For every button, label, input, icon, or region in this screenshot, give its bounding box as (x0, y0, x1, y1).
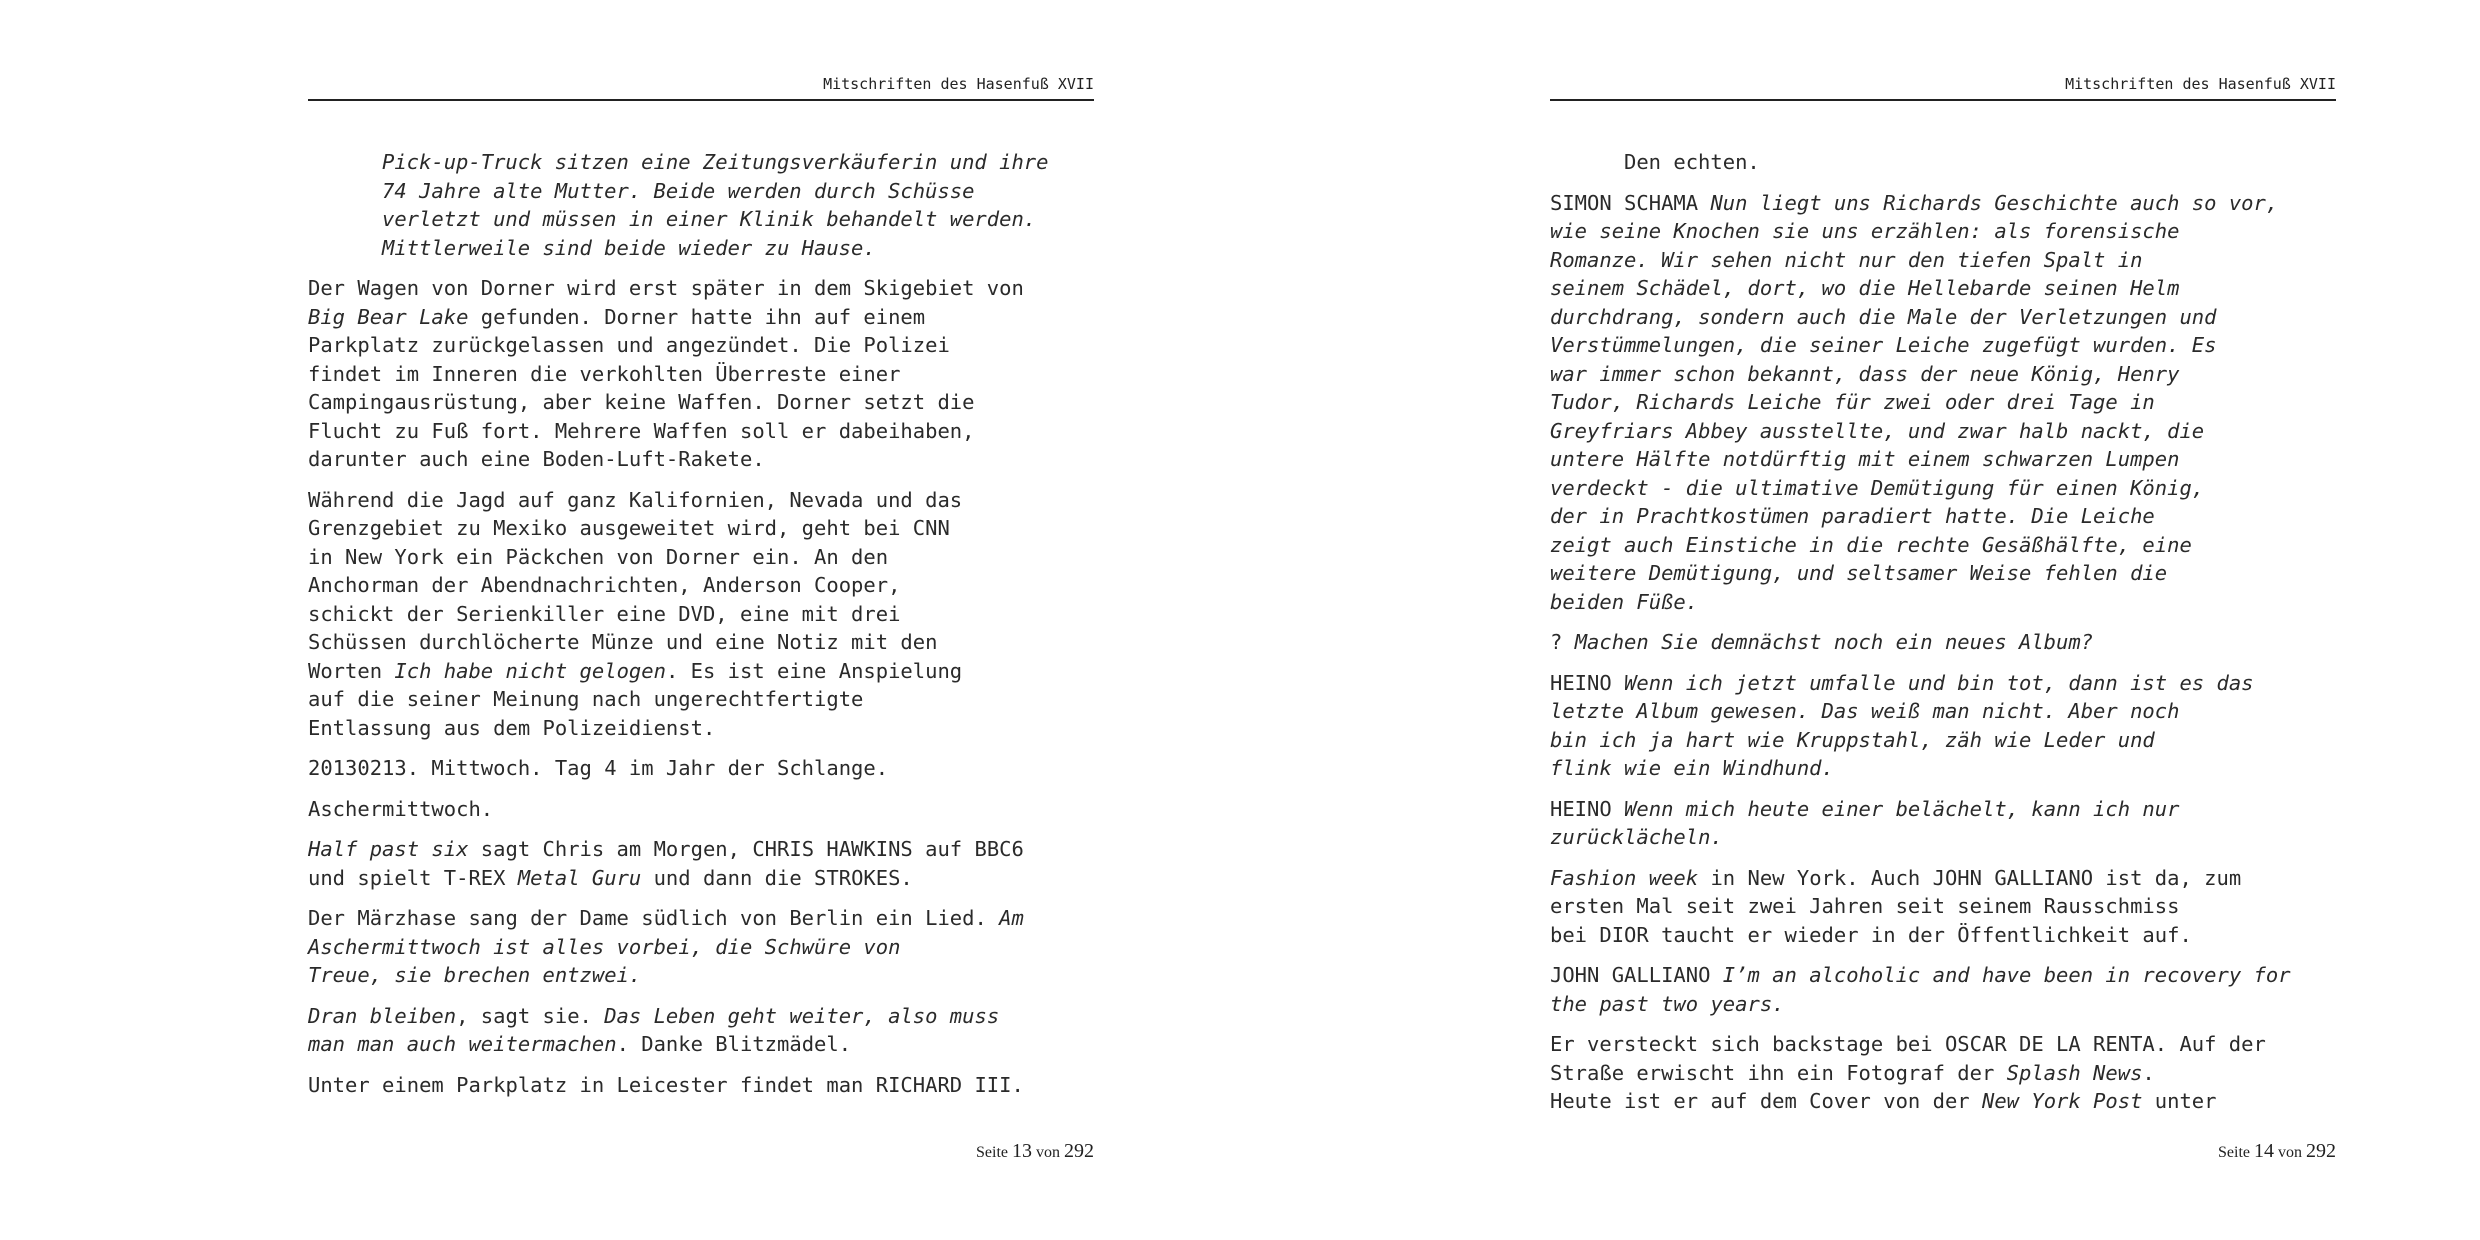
text-line (308, 514, 1094, 543)
text-line (1550, 502, 2336, 531)
text-segment: HEINO (1550, 796, 1625, 821)
italic-text: Romanze. Wir sehen nicht nur den tiefen Spalt in (1550, 247, 2143, 272)
text-segment: Unter einem Parkplatz in Leicester findet man RICHARD III. (308, 1072, 1024, 1097)
text-line (308, 571, 1094, 600)
footer-seite-label: Seite (2218, 1144, 2250, 1161)
text-segment: bei DIOR taucht er wieder in der Öffentlichkeit auf. (1550, 922, 2192, 947)
text-segment: Parkplatz zurückgelassen und angezündet. Die Polizei (308, 333, 950, 357)
text-line (1550, 669, 2336, 698)
paragraph (1550, 189, 2336, 617)
page-number: 14 (2254, 1140, 2274, 1162)
italic-text: Nun liegt uns Richards Geschichte auch so vor, (1710, 190, 2279, 215)
text-line (1550, 274, 2336, 303)
text-segment: SIMON SCHAMA (1550, 190, 1711, 215)
paragraph (308, 486, 1094, 743)
italic-text: zeigt auch Einstiche in die rechte Gesäßhälfte, eine (1550, 532, 2192, 557)
text-segment: JOHN GALLIANO (1550, 963, 1723, 987)
text-line (1550, 303, 2336, 332)
text-line (308, 388, 1094, 417)
text-segment: Der Märzhase sang der Dame südlich von Berlin ein Lied. (308, 906, 1000, 930)
italic-text: Greyfriars Abbey ausstellte, und zwar halb nackt, die (1550, 418, 2205, 443)
running-header: Mitschriften des Hasenfuß XVII (308, 75, 1094, 101)
page-number: 13 (1012, 1140, 1032, 1162)
italic-text: zurücklächeln. (1550, 825, 1723, 849)
text-segment: Er versteckt sich backstage bei OSCAR DE LA RENTA. Auf der (1550, 1032, 2266, 1056)
text-line (1550, 246, 2336, 275)
italic-text: Das Leben geht weiter, also muss (604, 1003, 1000, 1028)
text-line (308, 628, 1094, 657)
text-line (308, 904, 1094, 933)
text-line (308, 303, 1094, 332)
text-line (308, 331, 1094, 360)
italic-text: verletzt und müssen in einer Klinik behandelt werden. (382, 207, 1037, 231)
text-line (1550, 388, 2336, 417)
text-line (1550, 474, 2336, 503)
text-line (308, 360, 1094, 389)
text-segment: Der Wagen von Dorner wird erst später in dem Skigebiet von (308, 276, 1024, 300)
paragraph (308, 148, 1094, 262)
text-line (308, 1030, 1094, 1059)
italic-text: weitere Demütigung, und seltsamer Weise fehlen die (1550, 561, 2168, 585)
paragraph (308, 1002, 1094, 1059)
footer-von-label: von (2278, 1144, 2302, 1161)
text-line (1550, 726, 2336, 755)
page-footer (308, 1140, 1094, 1163)
text-segment: Grenzgebiet zu Mexiko ausgeweitet wird, geht bei CNN (308, 516, 950, 540)
text-segment: findet im Inneren die verkohlten Überreste einer (308, 361, 901, 386)
italic-text: Ich habe nicht gelogen (394, 658, 666, 683)
text-line (1550, 823, 2336, 852)
text-line (382, 205, 1094, 234)
text-line (1624, 148, 2336, 177)
paragraph (1550, 1030, 2336, 1116)
page-total: 292 (1064, 1140, 1094, 1162)
text-segment: Worten (308, 658, 395, 683)
text-segment: 20130213. Mittwoch. Tag 4 im Jahr der Schlange. (308, 756, 889, 780)
text-segment: , sagt sie. (456, 1003, 605, 1028)
italic-text: Pick-up-Truck sitzen eine Zeitungsverkäuferin und ihre (382, 150, 1049, 174)
page-footer (1550, 1140, 2336, 1163)
italic-text: Aschermittwoch ist alles vorbei, die Schwüre von (308, 934, 901, 959)
text-line (1550, 531, 2336, 560)
italic-text: war immer schon bekannt, dass der neue König, Henry (1550, 361, 2180, 386)
text-line (1550, 961, 2336, 990)
text-segment: . (2142, 1060, 2155, 1085)
italic-text: untere Hälfte notdürftig mit einem schwarzen Lumpen (1550, 447, 2180, 471)
page-total: 292 (2306, 1140, 2336, 1162)
text-line (382, 148, 1094, 177)
text-segment: gefunden. Dorner hatte ihn auf einem (468, 304, 926, 329)
italic-text: durchdrang, sondern auch die Male der Verletzungen und (1550, 304, 2217, 329)
italic-text: I’m an alcoholic and have been in recovery for (1722, 963, 2291, 987)
italic-text: Wenn mich heute einer belächelt, kann ich nur (1624, 796, 2180, 821)
text-line (1550, 628, 2336, 657)
text-line (1550, 892, 2336, 921)
paragraph (308, 795, 1094, 824)
text-line (1550, 795, 2336, 824)
text-segment: und spielt T-REX (308, 865, 518, 890)
text-line (1550, 417, 2336, 446)
italic-text: Dran bleiben (308, 1003, 457, 1028)
text-line (1550, 445, 2336, 474)
text-segment: und dann die STROKES. (641, 865, 913, 890)
text-segment: Schüssen durchlöcherte Münze und eine Notiz mit den (308, 630, 938, 654)
text-line (1550, 217, 2336, 246)
text-line (1550, 331, 2336, 360)
text-line (308, 754, 1094, 783)
text-line (1550, 360, 2336, 389)
italic-text: Tudor, Richards Leiche für zwei oder drei Tage in (1550, 390, 2155, 414)
text-line (1550, 1087, 2336, 1116)
text-line (382, 177, 1094, 206)
text-line (308, 1002, 1094, 1031)
italic-text: der in Prachtkostümen paradiert hatte. Die Leiche (1550, 504, 2155, 528)
text-line (382, 234, 1094, 263)
text-line (1550, 189, 2336, 218)
text-line (308, 933, 1094, 962)
italic-text: Big Bear Lake (308, 304, 469, 329)
text-line (308, 714, 1094, 743)
italic-text: wie seine Knochen sie uns erzählen: als forensische (1550, 219, 2180, 243)
italic-text: Treue, sie brechen entzwei. (308, 963, 642, 987)
italic-text: Wenn ich jetzt umfalle und bin tot, dann ist es das (1624, 670, 2254, 695)
text-segment: Während die Jagd auf ganz Kalifornien, Nevada und das (308, 487, 963, 512)
text-segment: in New York. Auch JOHN GALLIANO ist da, zum (1698, 865, 2242, 890)
italic-text: letzte Album gewesen. Das weiß man nicht. Aber noch (1550, 699, 2180, 723)
text-line (308, 795, 1094, 824)
text-segment: . Es ist eine Anspielung (665, 658, 963, 683)
italic-text: beiden Füße. (1550, 589, 1699, 614)
text-line (308, 600, 1094, 629)
paragraph (1550, 148, 2336, 177)
text-line (308, 657, 1094, 686)
italic-text: the past two years. (1550, 991, 1785, 1016)
paragraph (308, 754, 1094, 783)
text-line (1550, 990, 2336, 1019)
text-segment: . Danke Blitzmädel. (616, 1032, 852, 1056)
text-segment: Straße erwischt ihn ein Fotograf der (1550, 1060, 2007, 1085)
text-segment: Den echten. (1624, 150, 1760, 174)
text-segment: unter (2142, 1089, 2217, 1113)
footer-von-label: von (1036, 1144, 1060, 1161)
right-page (1550, 0, 2370, 1240)
page-body (1550, 148, 2336, 1128)
left-page (308, 0, 1128, 1240)
text-segment: sagt Chris am Morgen, CHRIS HAWKINS auf BBC6 (468, 837, 1024, 861)
text-line (308, 961, 1094, 990)
text-segment: darunter auch eine Boden-Luft-Rakete. (308, 447, 765, 471)
text-segment: Aschermittwoch. (308, 796, 494, 821)
text-segment: ? (1550, 630, 1575, 654)
text-segment: Anchorman der Abendnachrichten, Anderson Cooper, (308, 573, 901, 597)
text-line (1550, 1030, 2336, 1059)
text-segment: ersten Mal seit zwei Jahren seit seinem Rausschmiss (1550, 894, 2180, 918)
text-line (308, 1071, 1094, 1100)
text-line (1550, 754, 2336, 783)
page-body (308, 148, 1094, 1111)
text-line (308, 685, 1094, 714)
paragraph (1550, 864, 2336, 950)
italic-text: seinem Schädel, dort, wo die Hellebarde seinen Helm (1550, 276, 2180, 300)
paragraph (1550, 669, 2336, 783)
italic-text: Machen Sie demnächst noch ein neues Album? (1574, 630, 2094, 654)
text-segment: Campingausrüstung, aber keine Waffen. Dorner setzt die (308, 390, 975, 414)
text-segment: HEINO (1550, 670, 1625, 695)
footer-seite-label: Seite (976, 1144, 1008, 1161)
italic-text: bin ich ja hart wie Kruppstahl, zäh wie Leder und (1550, 727, 2155, 752)
italic-text: Fashion week (1550, 865, 1699, 890)
italic-text: Am (999, 906, 1024, 930)
text-segment: Heute ist er auf dem Cover von der (1550, 1089, 1982, 1113)
text-line (1550, 588, 2336, 617)
text-line (1550, 921, 2336, 950)
italic-text: Half past six (308, 837, 469, 861)
paragraph (308, 904, 1094, 990)
paragraph (308, 1071, 1094, 1100)
text-segment: in New York ein Päckchen von Dorner ein. An den (308, 544, 889, 569)
italic-text: 74 Jahre alte Mutter. Beide werden durch Schüsse (382, 178, 975, 203)
running-header: Mitschriften des Hasenfuß XVII (1550, 75, 2336, 101)
text-segment: Flucht zu Fuß fort. Mehrere Waffen soll er dabeihaben, (308, 418, 975, 443)
italic-text: Verstümmelungen, die seiner Leiche zugefügt wurden. Es (1550, 333, 2217, 357)
text-line (308, 835, 1094, 864)
text-line (308, 543, 1094, 572)
paragraph (1550, 795, 2336, 852)
italic-text: Splash News (2006, 1060, 2143, 1085)
text-segment: Entlassung aus dem Polizeidienst. (308, 715, 716, 740)
paragraph (1550, 961, 2336, 1018)
text-line (308, 445, 1094, 474)
text-line (1550, 559, 2336, 588)
text-line (1550, 864, 2336, 893)
text-segment: schickt der Serienkiller eine DVD, eine mit drei (308, 601, 901, 626)
italic-text: Metal Guru (517, 865, 642, 890)
paragraph (308, 274, 1094, 474)
text-line (308, 486, 1094, 515)
italic-text: verdeckt - die ultimative Demütigung für einen König, (1550, 475, 2205, 500)
paragraph (1550, 628, 2336, 657)
italic-text: New York Post (1981, 1089, 2143, 1113)
italic-text: flink wie ein Windhund. (1550, 756, 1834, 780)
italic-text: Mittlerweile sind beide wieder zu Hause. (382, 235, 876, 260)
text-segment: auf die seiner Meinung nach ungerechtfertigte (308, 687, 864, 711)
text-line (308, 274, 1094, 303)
text-line (308, 864, 1094, 893)
text-line (1550, 1059, 2336, 1088)
text-line (308, 417, 1094, 446)
paragraph (308, 835, 1094, 892)
text-line (1550, 697, 2336, 726)
italic-text: man man auch weitermachen (308, 1032, 617, 1056)
